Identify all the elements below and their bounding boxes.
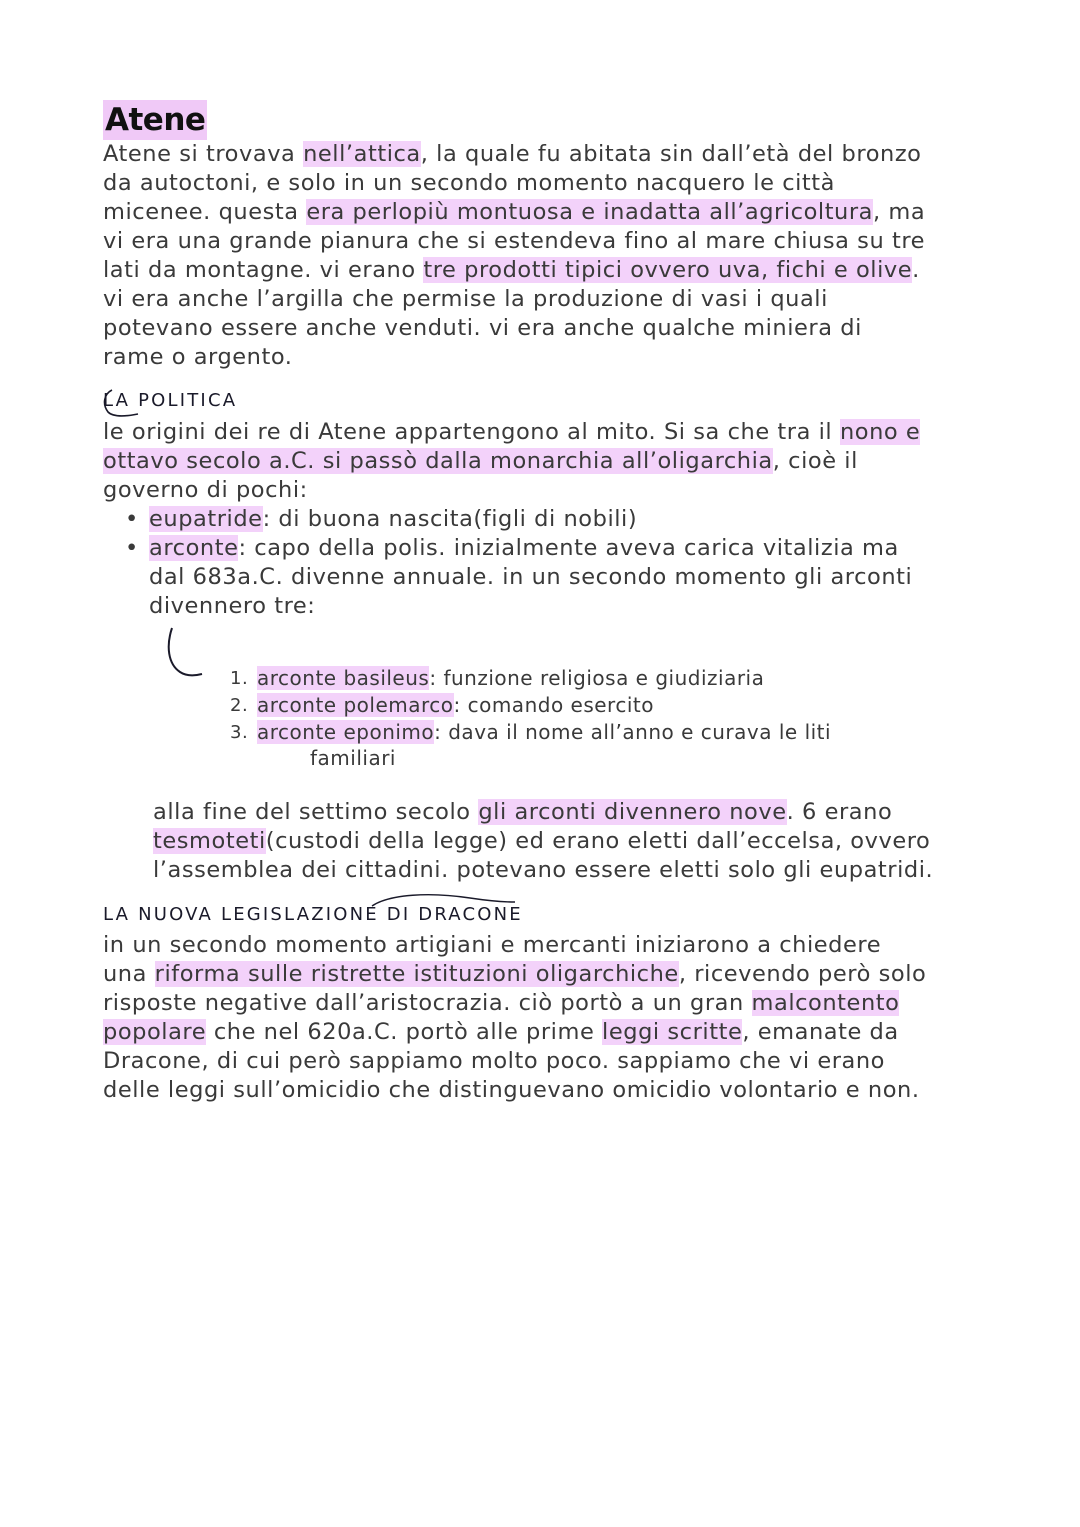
text-line [103,931,983,960]
text-line [149,534,912,563]
text-run: : dava il nome all’anno e curava le liti [434,720,832,744]
text-run: risposte negative dall’aristocrazia. ciò portò a un gran [103,990,752,1016]
bullet-dot-icon: • [125,535,139,561]
highlighted-text: ottavo secolo a.C. si passò dalla monarchia all’oligarchia [103,448,773,474]
text-run: le origini dei re di Atene appartengono al mito. Si sa che tra il [103,419,840,445]
item-text [257,719,831,746]
highlighted-text: popolare [103,1019,207,1045]
highlighted-text: tesmoteti [153,828,266,854]
highlighted-text: leggi scritte [602,1019,743,1045]
text-run: micenee. questa [103,199,307,225]
text-line [103,140,983,169]
text-line [103,418,983,447]
bullet-item [125,505,1005,534]
highlighted-text: arconte basileus [257,666,430,690]
text-run: una [103,961,155,987]
dracone-paragraph [103,931,983,1105]
text-line [153,798,1033,827]
text-run: vi era anche l’argilla che permise la produzione di vasi i quali [103,286,828,312]
text-run: : capo della polis. inizialmente aveva carica vitalizia ma [238,535,899,561]
highlighted-text: gli arconti divennero nove [478,799,787,825]
text-run: , emanate da [742,1019,899,1045]
politica-bullet-list [125,505,1005,621]
text-run: lati da montagne. vi erano [103,257,424,283]
highlighted-text: arconte eponimo [257,720,435,744]
text-run: Dracone, di cui però sappiamo molto poco. sappiamo che vi erano [103,1048,885,1074]
arconti-list [230,665,930,746]
text-line [153,856,1033,885]
text-line [103,1076,983,1105]
bullet-item [125,534,1005,621]
text-run: Atene si trovava [103,141,304,167]
text-run: l’assemblea dei cittadini. potevano essere eletti solo gli eupatridi. [153,857,934,883]
text-run: : funzione religiosa e giudiziaria [429,666,765,690]
text-run: in un secondo momento artigiani e mercanti iniziarono a chiedere [103,932,882,958]
highlighted-text: era perlopiù montuosa e inadatta all’agricoltura [306,199,874,225]
text-line [103,227,983,256]
highlighted-text: riforma sulle ristrette istituzioni oligarchiche [154,961,679,987]
connector-curve [160,624,210,680]
page-title: Atene [105,102,206,138]
highlighted-text: nell’attica [303,141,421,167]
highlighted-text: tre prodotti tipici ovvero uva, fichi e olive [423,257,913,283]
text-line [103,169,983,198]
text-line [103,447,983,476]
text-run: delle leggi sull’omicidio che distinguevano omicidio volontario e non. [103,1077,920,1103]
text-line [103,1018,983,1047]
section-heading-politica: LA POLITICA [103,390,238,411]
highlighted-text: eupatride [149,506,263,532]
text-line [103,314,983,343]
text-run: . [912,257,920,283]
text-run: vi era una grande pianura che si estendeva fino al mare chiusa su tre [103,228,926,254]
item-text [257,692,654,719]
bullet-dot-icon: • [125,506,139,532]
text-run: che nel 620a.C. portò alle prime [206,1019,603,1045]
text-line [103,960,983,989]
arconti-list-continuation: familiari [310,746,396,770]
text-line [103,989,983,1018]
bullet-text [149,534,912,621]
text-line [103,476,983,505]
text-run: divennero tre: [149,593,316,619]
text-run: , ricevendo però solo [678,961,927,987]
item-number: 3. [230,722,249,743]
text-run: , la quale fu abitata sin dall’età del bronzo [420,141,922,167]
text-line [149,505,637,534]
intro-paragraph [103,140,983,372]
item-number: 1. [230,668,249,689]
text-line [103,285,983,314]
highlighted-text: nono e [839,419,921,445]
text-run: : di buona nascita(figli di nobili) [262,506,638,532]
item-number: 2. [230,695,249,716]
text-line [103,1047,983,1076]
text-run: governo di pochi: [103,477,308,503]
numbered-item [230,719,930,746]
politica-after-paragraph [153,798,1033,885]
numbered-item [230,665,930,692]
text-line [103,256,983,285]
text-run: alla fine del settimo secolo [153,799,479,825]
text-run: dal 683a.C. divenne annuale. in un secondo momento gli arconti [149,564,913,590]
text-line [153,827,1033,856]
item-text [257,665,764,692]
text-run: da autoctoni, e solo in un secondo momento nacquero le città [103,170,836,196]
text-run: rame o argento. [103,344,293,370]
text-line [103,198,983,227]
text-line [103,343,983,372]
bullet-text [149,505,637,534]
text-run: (custodi della legge) ed erano eletti dall’eccelsa, ovvero [265,828,931,854]
text-run: , cioè il [772,448,858,474]
numbered-item [230,692,930,719]
highlighted-text: malcontento [751,990,900,1016]
text-line [149,563,912,592]
highlighted-text: arconte polemarco [257,693,454,717]
section-heading-dracone: LA NUOVA LEGISLAZIONE DI DRACONE [103,904,523,925]
text-run: : comando esercito [453,693,654,717]
text-run: , ma [873,199,926,225]
highlighted-text: arconte [149,535,239,561]
text-run: potevano essere anche venduti. vi era anche qualche miniera di [103,315,862,341]
text-line [149,592,912,621]
text-run: . 6 erano [786,799,893,825]
politica-paragraph [103,418,983,505]
